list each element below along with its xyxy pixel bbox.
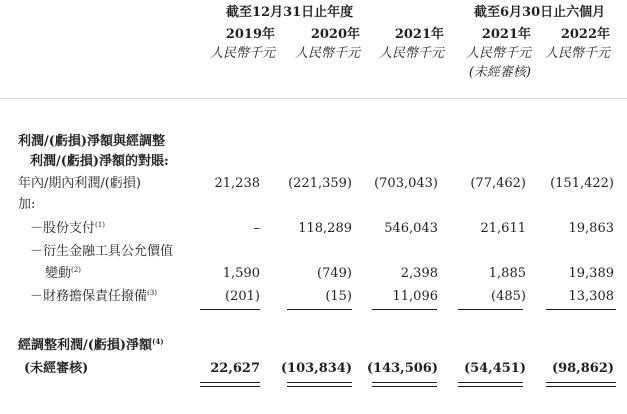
cell: 13,308 [568, 289, 614, 304]
total-label: 經調整利潤/(虧損)淨額$^{(4)}$ [18, 337, 164, 353]
double-rule [546, 386, 616, 387]
cell: 19,389 [568, 266, 614, 281]
cell: (151,422) [550, 176, 614, 191]
double-rule [200, 382, 260, 383]
cell: (221,359) [288, 176, 352, 191]
row-label-profit: 年內/期內利潤/(虧損) [18, 176, 141, 191]
col-year-4: 2021年 [481, 27, 531, 42]
cell: 21,611 [480, 221, 526, 236]
cell: 1,885 [488, 266, 526, 281]
col-currency-2: 人民幣千元 [294, 46, 360, 61]
cell: (201) [225, 289, 260, 304]
footnote-ref: (4) [152, 337, 164, 346]
row-label-derivative-line2: 變動$^{(2)}$ [45, 266, 81, 281]
total-cell: (54,451) [463, 361, 526, 376]
double-rule [287, 386, 352, 387]
cell: 118,289 [298, 221, 352, 236]
cell: (485) [491, 289, 526, 304]
cell: – [253, 221, 260, 236]
row-label-share-payment: －股份支付$^{(1)}$ [30, 221, 105, 236]
double-rule [372, 382, 437, 383]
cell: (749) [317, 266, 352, 281]
col-currency-5: 人民幣千元 [544, 46, 610, 61]
double-rule [372, 386, 437, 387]
row-label-add: 加: [18, 197, 36, 212]
cell: 1,590 [222, 266, 260, 281]
cell: 11,096 [392, 289, 438, 304]
cell: 546,043 [384, 221, 438, 236]
footnote-ref: (2) [71, 266, 81, 274]
footnote-ref: (3) [147, 289, 157, 297]
header-group-half: 截至6月30日止六個月 [474, 5, 606, 20]
cell: (15) [325, 289, 352, 304]
total-cell: (143,506) [366, 361, 438, 376]
total-cell: (98,862) [551, 361, 614, 376]
subtotal-rule [546, 309, 616, 310]
double-rule [200, 386, 260, 387]
col-note-unaudited: (未經審核) [468, 65, 531, 80]
row-label-derivative: －衍生金融工具公允價值 [30, 244, 174, 259]
double-rule [458, 382, 523, 383]
cell: 19,863 [568, 221, 614, 236]
section-title-line2: 利潤/(虧損)淨額的對賬: [30, 154, 169, 169]
double-rule [546, 382, 616, 383]
subtotal-rule [458, 309, 523, 310]
cell: (77,462) [470, 176, 526, 191]
col-year-1: 2019年 [225, 27, 275, 42]
header-divider [0, 98, 627, 99]
col-year-5: 2022年 [560, 27, 610, 42]
cell: (703,043) [374, 176, 438, 191]
double-rule [458, 386, 523, 387]
col-year-2: 2020年 [310, 27, 360, 42]
subtotal-rule [200, 309, 260, 310]
cell: 2,398 [400, 266, 438, 281]
footnote-ref: (1) [95, 221, 105, 229]
total-cell: 22,627 [210, 361, 260, 376]
total-label-line2: (未經審核) [24, 361, 89, 376]
col-currency-3: 人民幣千元 [378, 46, 444, 61]
header-group-year: 截至12月31日止年度 [226, 5, 354, 20]
row-label-guarantee: －財務擔保責任撥備$^{(3)}$ [30, 289, 157, 304]
section-title-line1: 利潤/(虧損)淨額與經調整 [18, 134, 166, 149]
col-currency-4: 人民幣千元 [465, 46, 531, 61]
col-year-3: 2021年 [394, 27, 444, 42]
subtotal-rule [372, 309, 437, 310]
total-cell: (103,834) [280, 361, 352, 376]
col-currency-1: 人民幣千元 [209, 46, 275, 61]
cell: 21,238 [214, 176, 260, 191]
double-rule [287, 382, 352, 383]
subtotal-rule [287, 309, 352, 310]
